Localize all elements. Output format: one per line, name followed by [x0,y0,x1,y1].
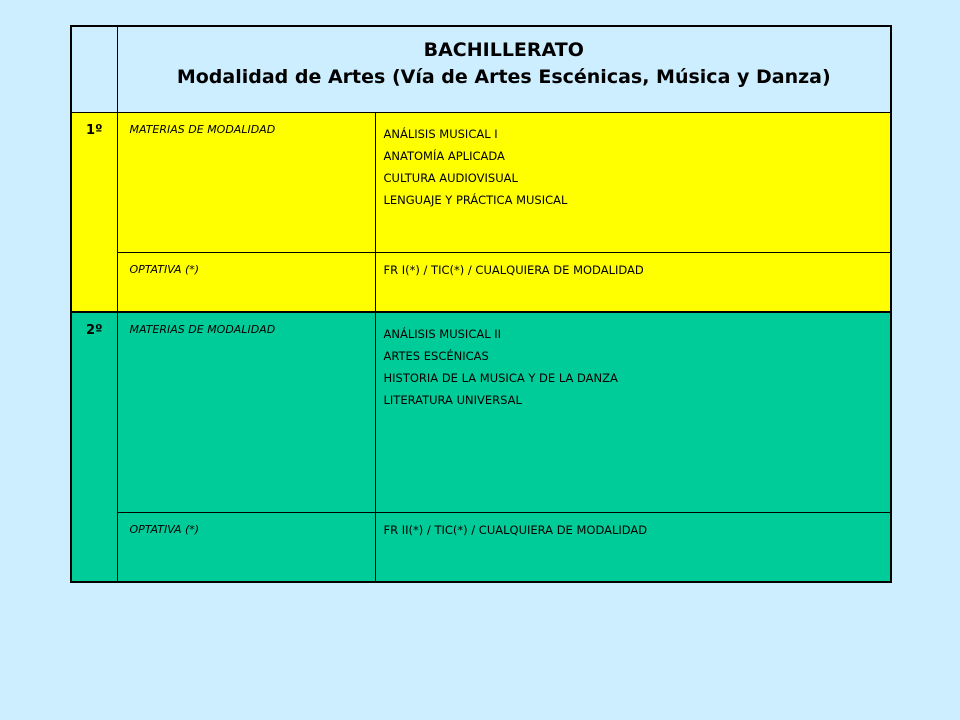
header-corner-cell [71,26,117,112]
year-1-materias-list [375,112,891,252]
curriculum-table [70,25,892,583]
list-item: CULTURA AUDIOVISUAL [383,170,518,185]
header-row [71,26,891,112]
year-2-modalidad-row [71,312,891,512]
year-1-modalidad-row [71,112,891,252]
list-item: LITERATURA UNIVERSAL [383,393,522,407]
year-2-materias-list [375,312,891,512]
year-1-optativa-row [71,252,891,312]
year-2-optativa-row [71,512,891,582]
list-item: ANÁLISIS MUSICAL II [383,327,502,341]
header-cell [117,26,891,112]
year-1-optativa-label: OPTATIVA (*) [117,252,375,312]
year-1-optativa-value: FR I(*) / TIC(*) / CUALQUIERA DE MODALIDAD [375,252,891,312]
list-item: ANÁLISIS MUSICAL I [383,126,498,141]
list-item: ARTES ESCÉNICAS [383,349,489,363]
table-title: BACHILLERATO [423,39,584,61]
list-item: ANATOMÍA APLICADA [383,148,505,163]
year-2-modalidad-label: MATERIAS DE MODALIDAD [117,312,375,512]
year-2-label: 2º [71,312,117,582]
year-1-label: 1º [71,112,117,312]
year-2-optativa-value: FR II(*) / TIC(*) / CUALQUIERA DE MODALIDAD [375,512,891,582]
year-2-optativa-label: OPTATIVA (*) [117,512,375,582]
table-subtitle: Modalidad de Artes (Vía de Artes Escénicas, Música y Danza) [176,66,831,88]
list-item: HISTORIA DE LA MUSICA Y DE LA DANZA [383,371,618,385]
list-item: LENGUAJE Y PRÁCTICA MUSICAL [383,192,568,207]
year-1-modalidad-label: MATERIAS DE MODALIDAD [117,112,375,252]
